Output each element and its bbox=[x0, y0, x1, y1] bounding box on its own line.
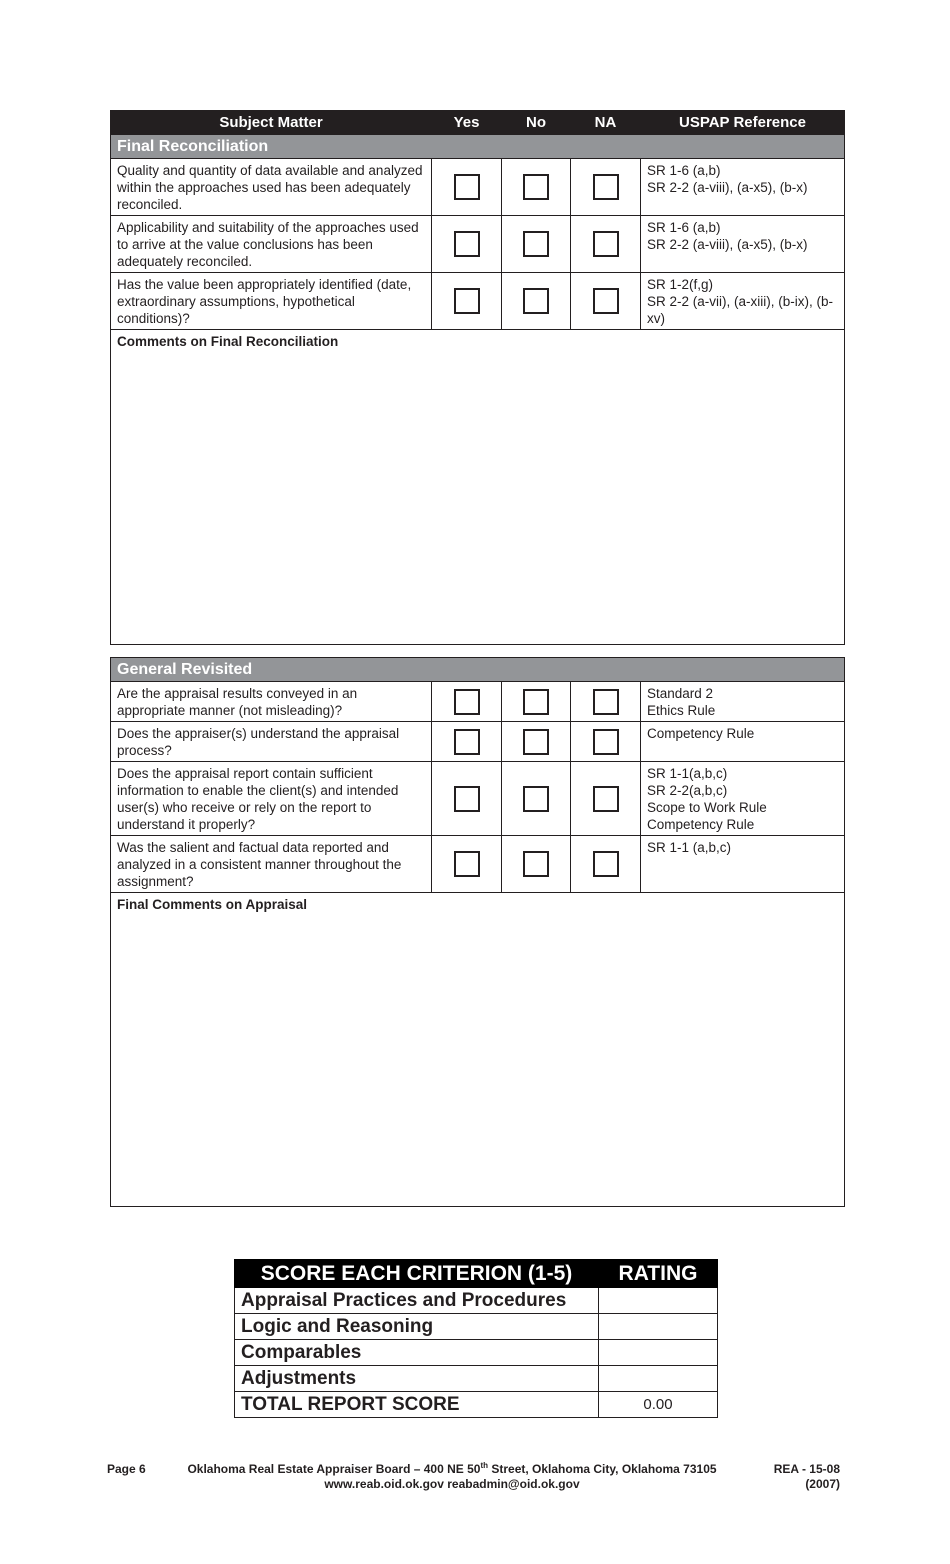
na-checkbox[interactable] bbox=[593, 174, 619, 200]
org-address-suffix: Street, Oklahoma City, Oklahoma 73105 bbox=[488, 1462, 717, 1476]
reference-line: SR 2-2 (a-vii), (a-xiii), (b-ix), (b-xv) bbox=[647, 294, 834, 326]
table-row bbox=[111, 273, 845, 330]
criterion-label: Adjustments bbox=[235, 1366, 599, 1392]
question-text: Applicability and suitability of the approaches used to arrive at the value conclusions has been adequately reconciled. bbox=[111, 216, 432, 273]
comments-label: Comments on Final Reconciliation bbox=[117, 334, 339, 349]
question-text: Does the appraisal report contain sufficient information to enable the client(s) and intended user(s) who receive or rely on the report to understand it properly? bbox=[111, 762, 432, 836]
reference-line: SR 1-1 (a,b,c) bbox=[647, 840, 732, 855]
question-text: Does the appraiser(s) understand the appraisal process? bbox=[111, 722, 432, 762]
comments-row bbox=[111, 893, 845, 1207]
comments-row bbox=[111, 330, 845, 645]
na-checkbox[interactable] bbox=[593, 786, 619, 812]
score-criterion-header: SCORE EACH CRITERION (1-5) bbox=[235, 1260, 599, 1288]
yes-checkbox[interactable] bbox=[454, 174, 480, 200]
reference-line: Standard 2 bbox=[647, 686, 714, 701]
reference-line: SR 2-2 (a-viii), (a-x5), (b-x) bbox=[647, 180, 808, 195]
no-checkbox[interactable] bbox=[523, 288, 549, 314]
table-row bbox=[111, 762, 845, 836]
no-checkbox[interactable] bbox=[523, 729, 549, 755]
yes-checkbox[interactable] bbox=[454, 729, 480, 755]
total-score-label: TOTAL REPORT SCORE bbox=[235, 1392, 599, 1418]
criterion-label: Logic and Reasoning bbox=[235, 1314, 599, 1340]
yes-checkbox[interactable] bbox=[454, 786, 480, 812]
reference-line: SR 1-6 (a,b) bbox=[647, 163, 721, 178]
table-row bbox=[111, 836, 845, 893]
rating-header: RATING bbox=[599, 1260, 718, 1288]
section-band bbox=[111, 658, 845, 682]
page-number: Page 6 bbox=[107, 1462, 146, 1476]
col-yes: Yes bbox=[432, 111, 502, 135]
criterion-label: Appraisal Practices and Procedures bbox=[235, 1288, 599, 1314]
org-address-prefix: Oklahoma Real Estate Appraiser Board – 400 NE 50 bbox=[187, 1462, 481, 1476]
table-row bbox=[111, 159, 845, 216]
na-checkbox[interactable] bbox=[593, 288, 619, 314]
uspap-reference bbox=[641, 216, 845, 273]
col-no: No bbox=[502, 111, 571, 135]
comments-label: Final Comments on Appraisal bbox=[117, 897, 308, 912]
rating-field[interactable] bbox=[599, 1366, 718, 1392]
uspap-reference bbox=[641, 682, 845, 722]
reference-line: SR 2-2(a,b,c) bbox=[647, 783, 728, 798]
table-row bbox=[111, 682, 845, 722]
col-uspap-reference: USPAP Reference bbox=[641, 111, 845, 135]
score-row bbox=[235, 1288, 718, 1314]
question-text: Quality and quantity of data available and analyzed within the approaches used has been adequately reconciled. bbox=[111, 159, 432, 216]
yes-checkbox[interactable] bbox=[454, 851, 480, 877]
na-checkbox[interactable] bbox=[593, 851, 619, 877]
table-row bbox=[111, 216, 845, 273]
no-checkbox[interactable] bbox=[523, 231, 549, 257]
ordinal-suffix: th bbox=[480, 1461, 489, 1470]
na-checkbox[interactable] bbox=[593, 689, 619, 715]
yes-checkbox[interactable] bbox=[454, 288, 480, 314]
score-row bbox=[235, 1366, 718, 1392]
reference-line: Ethics Rule bbox=[647, 703, 716, 718]
uspap-reference bbox=[641, 273, 845, 330]
form-id-block bbox=[760, 1462, 840, 1492]
question-text: Are the appraisal results conveyed in an appropriate manner (not misleading)? bbox=[111, 682, 432, 722]
contact-line: www.reab.oid.ok.gov reabadmin@oid.ok.gov bbox=[324, 1477, 580, 1491]
footer-address bbox=[172, 1462, 732, 1492]
reference-line: Competency Rule bbox=[647, 726, 755, 741]
form-id: REA - 15-08 bbox=[773, 1462, 840, 1476]
final-reconciliation-table bbox=[110, 110, 845, 645]
table-row bbox=[111, 722, 845, 762]
section-title-final-reconciliation: Final Reconciliation bbox=[111, 135, 845, 159]
uspap-reference bbox=[641, 836, 845, 893]
total-score-row bbox=[235, 1392, 718, 1418]
org-address-line bbox=[172, 1462, 732, 1477]
yes-checkbox[interactable] bbox=[454, 231, 480, 257]
no-checkbox[interactable] bbox=[523, 786, 549, 812]
uspap-reference bbox=[641, 722, 845, 762]
reference-line: Scope to Work Rule bbox=[647, 800, 767, 815]
form-year: (2007) bbox=[805, 1477, 840, 1491]
score-row bbox=[235, 1314, 718, 1340]
col-subject-matter: Subject Matter bbox=[111, 111, 432, 135]
uspap-reference bbox=[641, 159, 845, 216]
no-checkbox[interactable] bbox=[523, 174, 549, 200]
score-header-row bbox=[235, 1260, 718, 1288]
reference-line: SR 1-1(a,b,c) bbox=[647, 766, 728, 781]
uspap-reference bbox=[641, 762, 845, 836]
reference-line: SR 2-2 (a-viii), (a-x5), (b-x) bbox=[647, 237, 808, 252]
criterion-label: Comparables bbox=[235, 1340, 599, 1366]
col-na: NA bbox=[571, 111, 641, 135]
score-table bbox=[234, 1259, 718, 1418]
rating-field[interactable] bbox=[599, 1340, 718, 1366]
comments-final-reconciliation[interactable] bbox=[111, 330, 845, 645]
no-checkbox[interactable] bbox=[523, 851, 549, 877]
rating-field[interactable] bbox=[599, 1288, 718, 1314]
general-revisited-table bbox=[110, 657, 845, 1207]
yes-checkbox[interactable] bbox=[454, 689, 480, 715]
rating-field[interactable] bbox=[599, 1314, 718, 1340]
final-comments-on-appraisal[interactable] bbox=[111, 893, 845, 1207]
section-title-general-revisited: General Revisited bbox=[111, 658, 845, 682]
na-checkbox[interactable] bbox=[593, 729, 619, 755]
reference-line: SR 1-2(f,g) bbox=[647, 277, 714, 292]
total-score-value: 0.00 bbox=[599, 1392, 718, 1418]
na-checkbox[interactable] bbox=[593, 231, 619, 257]
reference-line: SR 1-6 (a,b) bbox=[647, 220, 721, 235]
question-text: Was the salient and factual data reported and analyzed in a consistent manner throughout the assignment? bbox=[111, 836, 432, 893]
section-band bbox=[111, 135, 845, 159]
score-row bbox=[235, 1340, 718, 1366]
column-header-row bbox=[111, 111, 845, 135]
question-text: Has the value been appropriately identified (date, extraordinary assumptions, hypothetical conditions)? bbox=[111, 273, 432, 330]
reference-line: Competency Rule bbox=[647, 817, 755, 832]
no-checkbox[interactable] bbox=[523, 689, 549, 715]
